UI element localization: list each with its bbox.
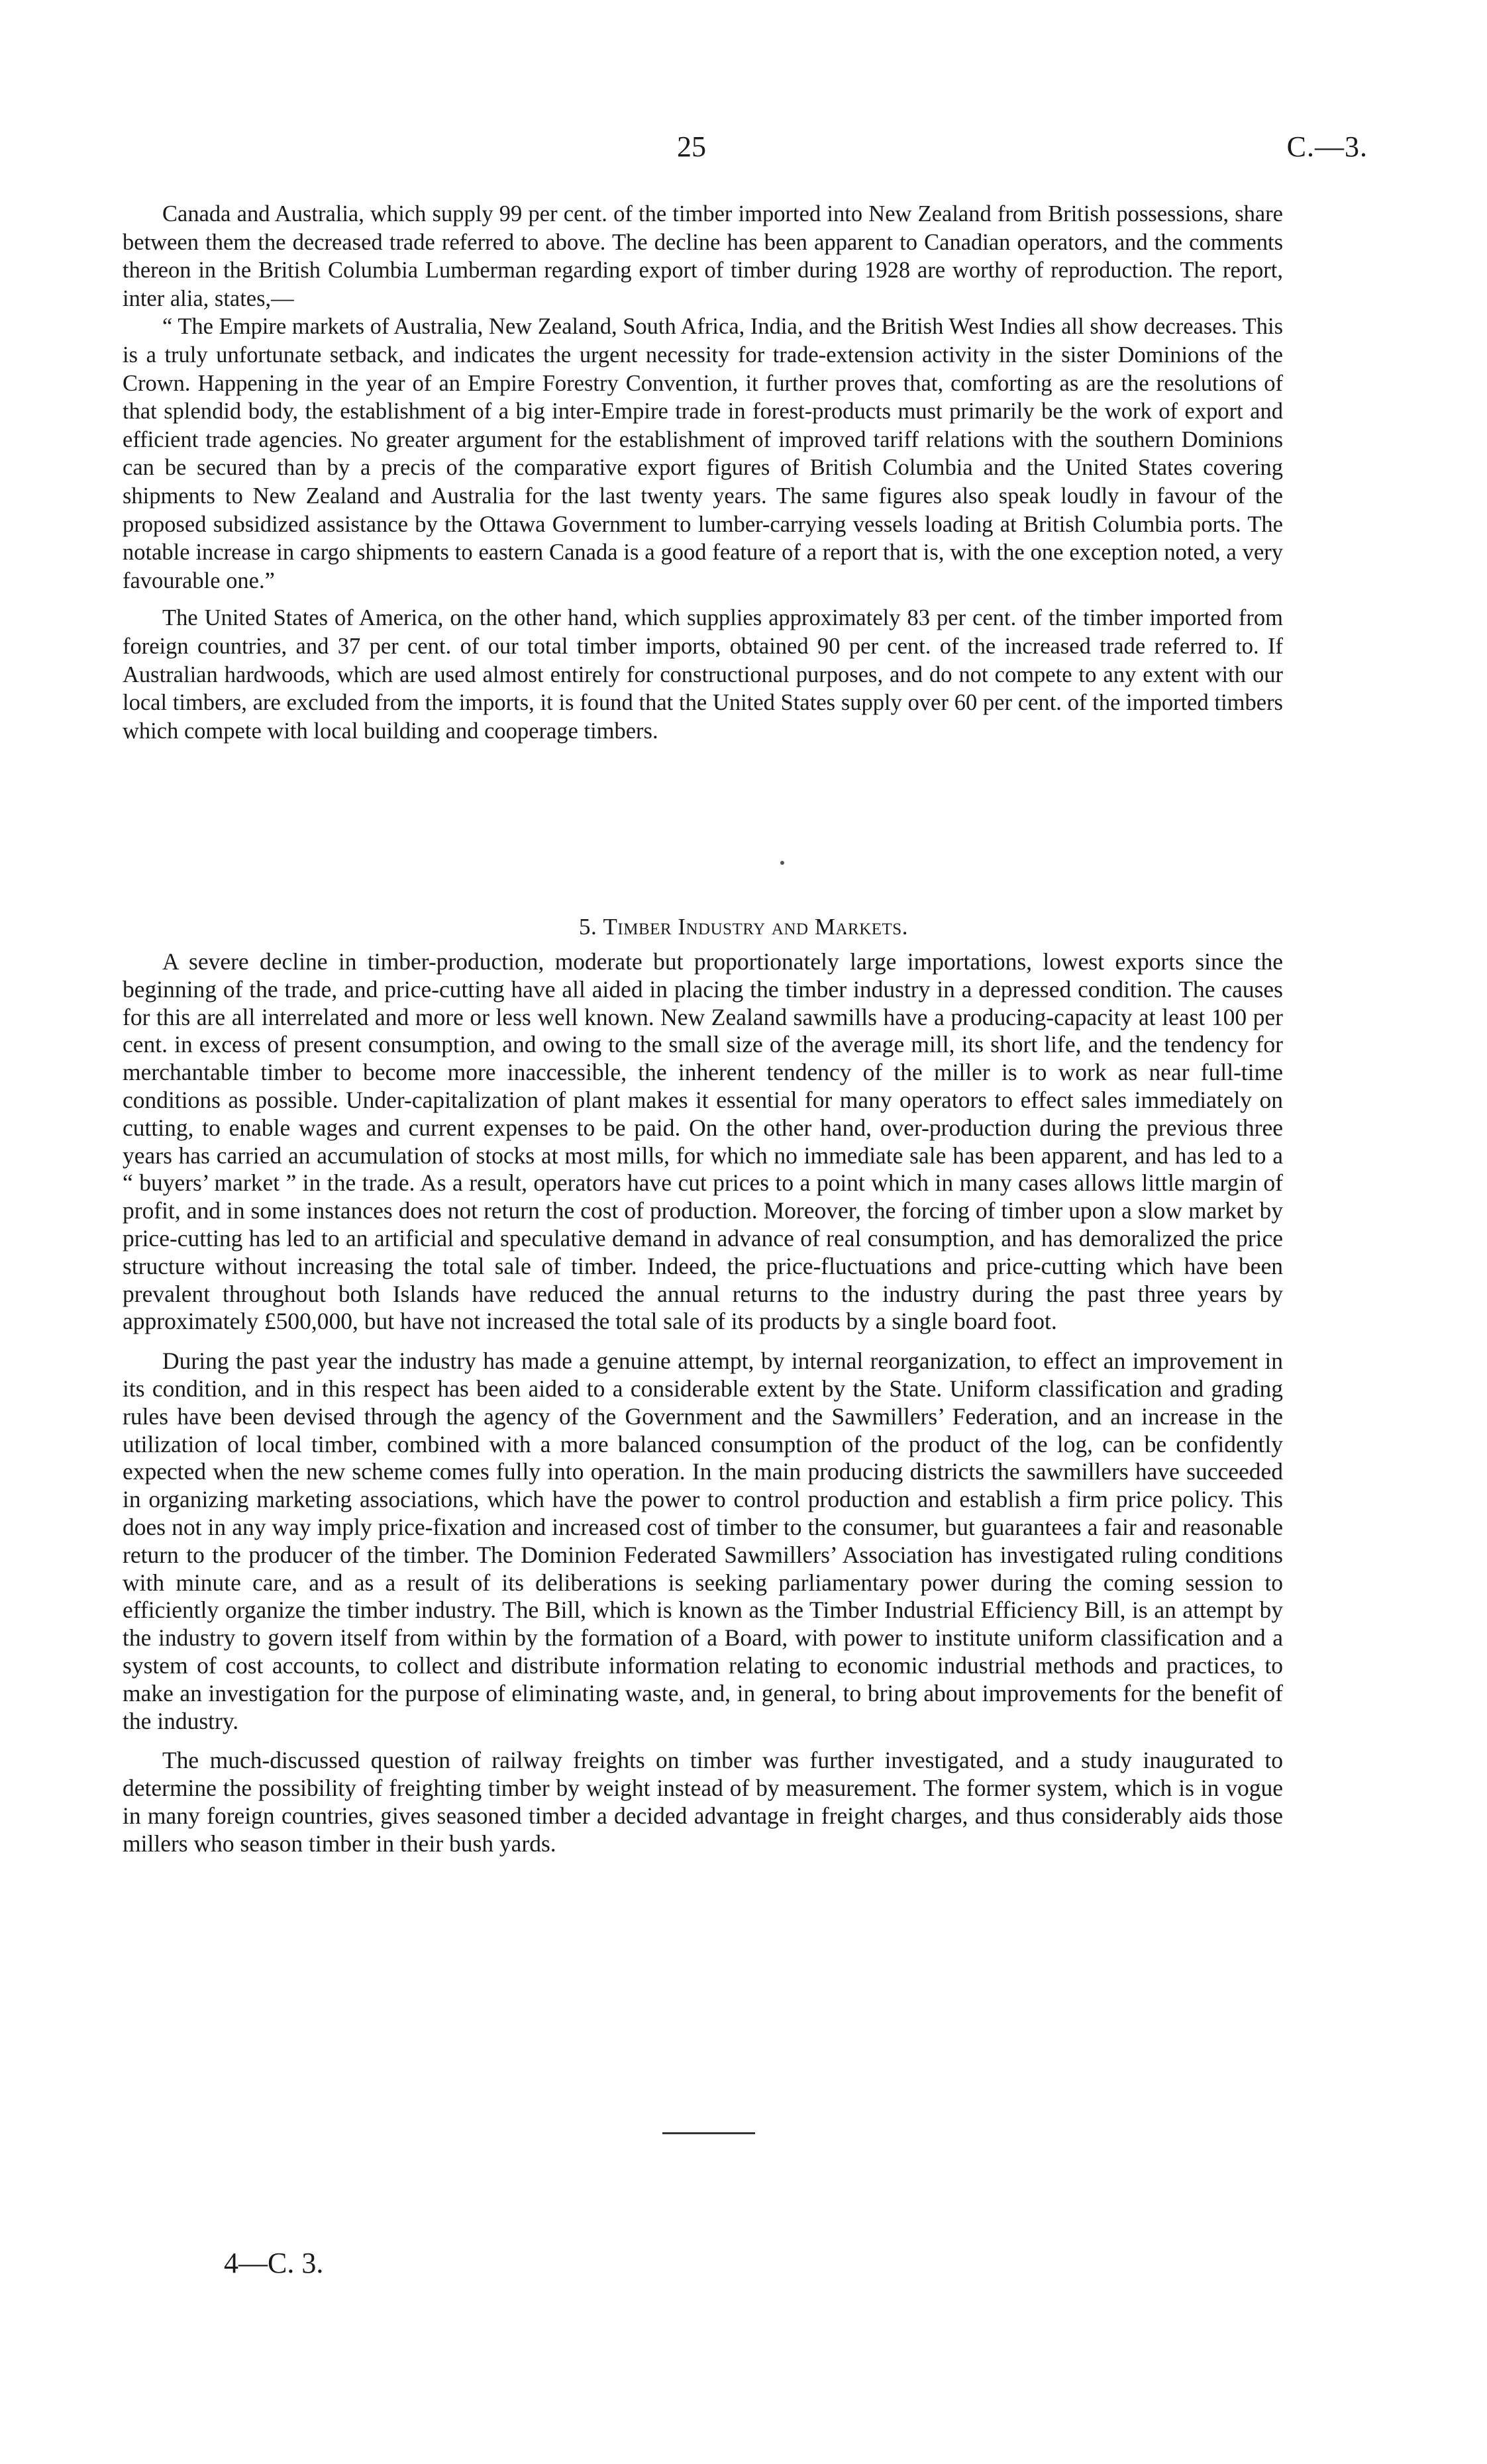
section-title: Timber Industry and Markets. xyxy=(603,914,908,940)
section-heading xyxy=(0,914,1487,940)
page-header xyxy=(0,130,1487,176)
page-number: 25 xyxy=(677,130,706,163)
quotation-paragraph: “ The Empire markets of Australia, New Zealand, South Africa, India, and the British West Indies all show decreases. This is a truly unfortunate setback, and indicates the urgent necessity for trade-extension activity in the sister Dominions of the Crown. Happening in the year of an Empire Forestry Convention, it further proves that, comforting as are the resolutions of that splendid body, the establishment of a big inter-Empire trade in forest-products must primarily be the work of export and efficient trade agencies. No greater argument for the establishment of improved tariff relations with the southern Dominions can be secured than by a precis of the comparative export figures of British Columbia and the United States covering shipments to New Zealand and Australia for the last twenty years. The same figures also speak loudly in favour of the proposed subsidized assistance by the Ottawa Government to lumber-carrying vessels loading at British Columbia ports. The notable increase in cargo shipments to eastern Canada is a good feature of a report that is, with the one exception noted, a very favourable one.” xyxy=(123,314,1283,593)
intro-section xyxy=(123,200,1283,745)
stray-dot xyxy=(780,861,784,865)
end-rule xyxy=(662,2132,755,2134)
paragraph: A severe decline in timber-production, moderate but proportionately large importations, lowest exports since the beginning of the trade, and price-cutting have all aided in placing the timber industry in a depressed condition. The causes for this are all interrelated and more or less well known. New Zealand sawmills have a producing-capacity at least 100 per cent. in excess of present consumption, and owing to the small size of the average mill, its short life, and the tendency for merchantable timber to become more inaccessible, the inherent tendency of the miller is to work as near full-time conditions as possible. Under-capitalization of plant makes it essential for many operators to effect sales immediately on cutting, to enable wages and current expenses to be paid. On the other hand, over-production during the previous three years has carried an accumulation of stocks at most mills, for which no immediate sale has been apparent, and has led to a “ buyers’ market ” in the trade. As a result, operators have cut prices to a point which in many cases allows little margin of profit, and in some instances does not return the cost of production. Moreover, the forcing of timber upon a slow market by price-cutting has led to an artificial and speculative demand in advance of real consumption, and has demoralized the price structure without increasing the total sale of timber. Indeed, the price-fluctuations and price-cutting which have been prevalent throughout both Islands have reduced the annual returns to the industry during the past three years by approximately £500,000, but have not increased the total sale of its products by a single board foot. xyxy=(123,948,1283,1335)
paragraph: The much-discussed question of railway freights on timber was further investigated, and a study inaugurated to determine the possibility of freighting timber by weight instead of by measurement. The former system, which is in vogue in many foreign countries, gives seasoned timber a decided advantage in freight charges, and thus considerably aids those millers who season timber in their bush yards. xyxy=(123,1747,1283,1857)
signature-reference: 4—C. 3. xyxy=(224,2247,324,2279)
paragraph: The United States of America, on the other hand, which supplies approximately 83 per cent. of the timber imported from foreign countries, and 37 per cent. of our total timber imports, obtained 90 per cent. of the increased trade referred to. If Australian hardwoods, which are used almost entirely for constructional purposes, and do not compete to any extent with our local timbers, are excluded from the imports, it is found that the United States supply over 60 per cent. of the imported timbers which compete with local building and cooperage timbers. xyxy=(123,605,1283,744)
paragraph: Canada and Australia, which supply 99 per cent. of the timber imported into New Zealand from British possessions, share between them the decreased trade referred to above. The decline has been apparent to Canadian operators, and the comments thereon in the British Columbia Lumberman regarding export of timber during 1928 are worthy of reproduction. The report, inter alia, states,— xyxy=(123,201,1283,311)
timber-section xyxy=(123,948,1283,1858)
document-reference: C.—3. xyxy=(1286,130,1368,163)
section-number: 5. xyxy=(579,914,597,940)
paragraph: During the past year the industry has made a genuine attempt, by internal reorganization, to effect an improvement in its condition, and in this respect has been aided to a considerable extent by the State. Uniform classification and grading rules have been devised through the agency of the Government and the Sawmillers’ Federation, and an increase in the utilization of local timber, combined with a more balanced consumption of the product of the log, can be confidently expected when the new scheme comes fully into operation. In the main producing districts the sawmillers have succeeded in organizing marketing associations, which have the power to control production and establish a firm price policy. This does not in any way imply price-fixation and increased cost of timber to the consumer, but guarantees a fair and reasonable return to the producer of the timber. The Dominion Federated Sawmillers’ Association has investigated ruling conditions with minute care, and as a result of its deliberations is seeking parliamentary power during the coming session to efficiently organize the timber industry. The Bill, which is known as the Timber Industrial Efficiency Bill, is an attempt by the industry to govern itself from within by the formation of a Board, with power to institute uniform classification and a system of cost accounts, to collect and distribute information relating to economic industrial methods and practices, to make an investigation for the purpose of eliminating waste, and, in general, to bring about improvements for the benefit of the industry. xyxy=(123,1348,1283,1734)
